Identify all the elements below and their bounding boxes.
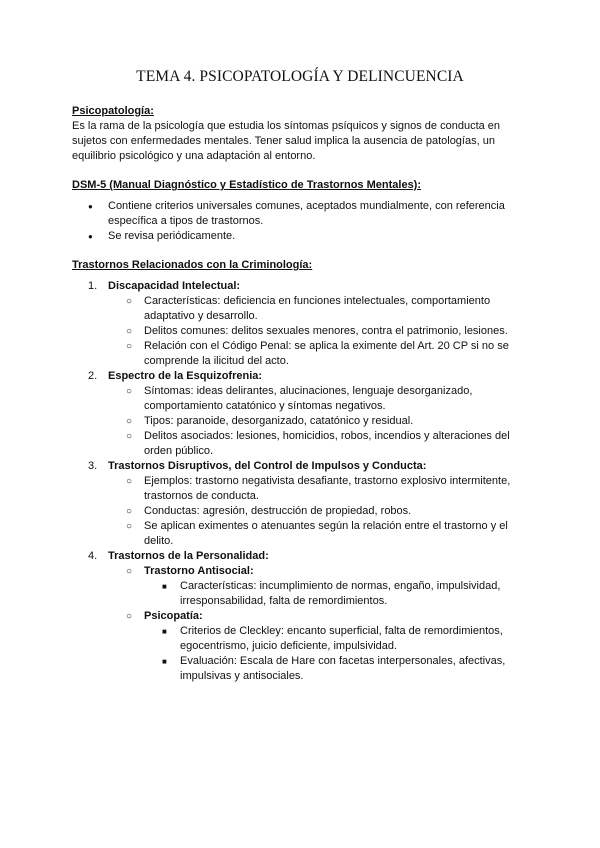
- list-item: [72, 459, 528, 549]
- nested-list: [144, 579, 528, 609]
- sub-list-item: ○ Conductas: agresión, destrucción de propiedad, robos.: [108, 504, 528, 519]
- sub-list: [108, 564, 528, 684]
- section-dsm: [72, 178, 528, 244]
- subgroup-title: Trastorno Antisocial:: [144, 565, 254, 577]
- sub-list: [108, 384, 528, 459]
- sub-list-item: ○ Relación con el Código Penal: se aplica la eximente del Art. 20 CP si no se comprende la ilicitud del acto.: [108, 339, 528, 369]
- bullet-list: [72, 199, 528, 244]
- list-item: [72, 549, 528, 684]
- numbered-list: [72, 279, 528, 684]
- sub-list-item: ○ Se aplican eximentes o atenuantes según la relación entre el trastorno y el delito.: [108, 519, 528, 549]
- sub-list-item: [108, 564, 528, 609]
- document-title: TEMA 4. PSICOPATOLOGÍA Y DELINCUENCIA: [136, 68, 464, 85]
- list-item: [72, 279, 528, 369]
- item-title: Espectro de la Esquizofrenia:: [108, 370, 263, 382]
- sub-list-item: ○ Tipos: paranoide, desorganizado, catatónico y residual.: [108, 414, 528, 429]
- section-trastornos: [72, 258, 528, 684]
- list-item: [72, 369, 528, 459]
- nested-list: [144, 624, 528, 684]
- nested-list-item: ■ Evaluación: Escala de Hare con facetas interpersonales, afectivas, impulsivas y antisociales.: [144, 654, 528, 684]
- sub-list-item: [108, 609, 528, 684]
- sub-list: [108, 294, 528, 369]
- sub-list-item: ○ Delitos asociados: lesiones, homicidios, robos, incendios y alteraciones del orden público.: [108, 429, 528, 459]
- sub-list-item: ○ Síntomas: ideas delirantes, alucinaciones, lenguaje desorganizado, comportamiento catatónico y síntomas negativos.: [108, 384, 528, 414]
- list-item: ● Contiene criterios universales comunes, aceptados mundialmente, con referencia específica a tipos de trastornos.: [72, 199, 528, 229]
- item-number: 3.: [88, 460, 98, 472]
- nested-list-item: ■ Criterios de Cleckley: encanto superficial, falta de remordimientos, egocentrismo, juicio deficiente, impulsividad.: [144, 624, 528, 654]
- item-number: 2.: [88, 370, 98, 382]
- section-heading: Trastornos Relacionados con la Criminología:: [72, 259, 313, 271]
- sub-list-item: ○ Características: deficiencia en funciones intelectuales, comportamiento adaptativo y desarrollo.: [108, 294, 528, 324]
- item-number: 4.: [88, 550, 98, 562]
- subgroup-title: Psicopatía:: [144, 610, 203, 622]
- document-page: [72, 68, 528, 698]
- sub-list-item: ○ Delitos comunes: delitos sexuales menores, contra el patrimonio, lesiones.: [108, 324, 528, 339]
- sub-list: [108, 474, 528, 549]
- list-item: ● Se revisa periódicamente.: [72, 229, 528, 244]
- item-number: 1.: [88, 280, 98, 292]
- item-title: Trastornos de la Personalidad:: [108, 550, 269, 562]
- nested-list-item: ■ Características: incumplimiento de normas, engaño, impulsividad, irresponsabilidad, falta de remordimientos.: [144, 579, 528, 609]
- item-title: Trastornos Disruptivos, del Control de Impulsos y Conducta:: [108, 460, 427, 472]
- section-heading: Psicopatología:: [72, 105, 154, 117]
- section-paragraph: Es la rama de la psicología que estudia los síntomas psíquicos y signos de conducta en sujetos con enfermedades mentales. Tener salud implica la ausencia de patologías, un equilibrio psicológico y una adaptación al entorno.: [72, 120, 501, 162]
- sub-list-item: ○ Ejemplos: trastorno negativista desafiante, trastorno explosivo intermitente, trastornos de conducta.: [108, 474, 528, 504]
- item-title: Discapacidad Intelectual:: [108, 280, 241, 292]
- section-psicopatologia: [72, 104, 528, 164]
- section-heading: DSM-5 (Manual Diagnóstico y Estadístico de Trastornos Mentales):: [72, 179, 422, 191]
